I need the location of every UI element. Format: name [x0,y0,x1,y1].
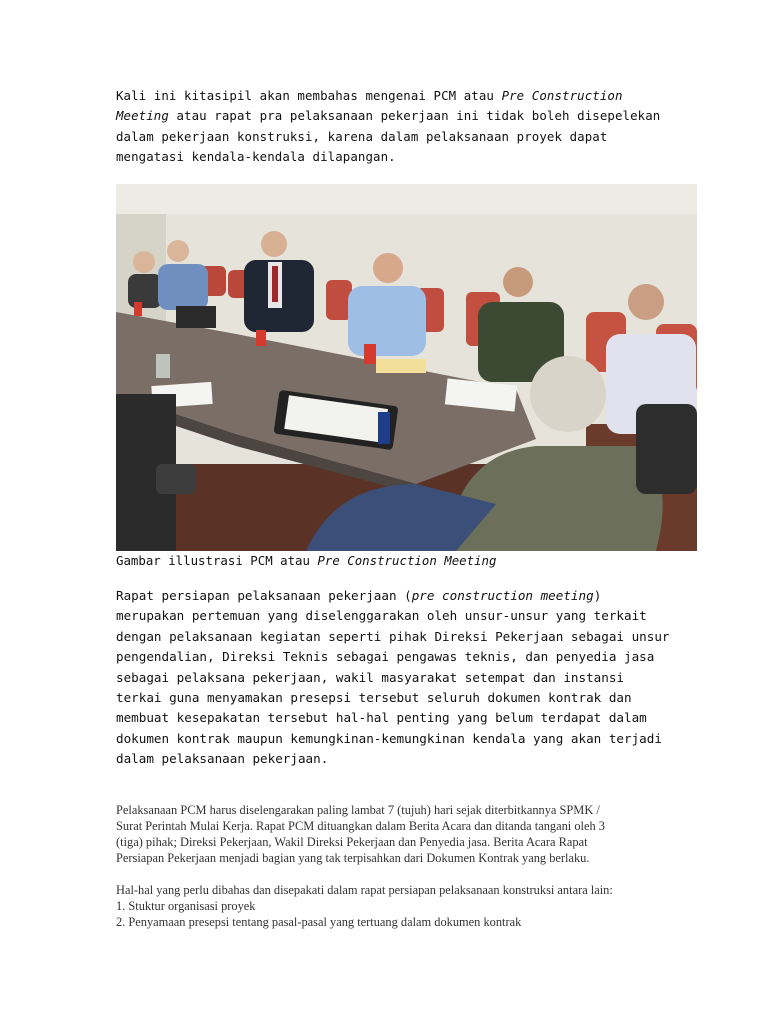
caption-italic: Pre Construction Meeting [317,553,497,568]
photo-cup [256,330,266,346]
para2-line-1-italic: pre construction meeting [411,588,594,603]
photo-chair-foreground [156,464,196,494]
para2-line-1 [116,586,656,606]
photo-person-head [628,284,664,320]
photo-cup [134,302,142,316]
para2-line-4: pengendalian, Direksi Teknis sebagai pengawas teknis, dan penyedia jasa [116,649,655,665]
caption-text: Gambar illustrasi PCM atau [116,553,318,568]
photo-wall-shadow [116,184,697,214]
list-item: 1. Stuktur organisasi proyek [116,899,256,913]
photo-laptop [176,306,216,328]
intro-line-1-text: Kali ini kitasipil akan membahas mengenai PCM atau [116,88,502,103]
para2-line-3: dengan pelaksanaan kegiatan seperti pihak Direksi Pekerjaan sebagai unsur [116,628,670,644]
intro-line-1 [116,86,661,106]
discussion-list [116,882,661,930]
photo-person-head [530,356,606,432]
requirements-paragraph [116,802,656,866]
para2-line-2: merupakan pertemuan yang diselenggarakan oleh unsur-unsur yang terkait [116,608,647,624]
intro-line-1-italic: Pre Construction [501,88,623,103]
para2-line-1-end: ) [593,588,602,603]
para2-line-1-text: Rapat persiapan pelaksanaan pekerjaan ( [116,588,412,603]
para2-line-8: dokumen kontrak maupun kemungkinan-kemungkinan kendala yang akan terjadi [116,730,662,746]
photo-paper [376,359,426,373]
definition-paragraph [116,586,670,770]
para4-intro: Hal-hal yang perlu dibahas dan disepakati dalam rapat persiapan pelaksanaan konstruksi antara lain: [116,883,613,897]
photo-glass [156,354,170,378]
meeting-photo [116,184,697,551]
photo-person-head [133,251,155,273]
photo-person-body [348,286,426,356]
photo-person-head [261,231,287,257]
list-item: 2. Penyamaan presepsi tentang pasal-pasal yang tertuang dalam dokumen kontrak [116,915,522,929]
para2-line-9: dalam pelaksanaan pekerjaan. [116,751,329,767]
intro-line-4: mengatasi kendala-kendala dilapangan. [116,148,396,164]
photo-chair-foreground [636,404,697,494]
para2-line-5: sebagai pelaksana pekerjaan, wakil masyarakat setempat dan instansi [116,669,624,685]
photo-person-head [503,267,533,297]
para3-line-2: Surat Perintah Mulai Kerja. Rapat PCM dituangkan dalam Berita Acara dan ditanda tangani oleh 3 [116,819,605,834]
photo-cup [364,344,376,364]
para3-line-1: Pelaksanaan PCM harus diselengarakan paling lambat 7 (tujuh) hari sejak diterbitkannya SPMK / [116,803,600,817]
meeting-photo-icon [116,184,697,551]
para3-line-3: (tiga) pihak; Direksi Pekerjaan, Wakil Direksi Pekerjaan dan Penyedia jasa. Berita Acara Rapat [116,835,588,850]
photo-person-body [158,264,208,310]
para2-line-6: terkai guna menyamakan presepsi tersebut seluruh dokumen kontrak dan [116,690,632,706]
photo-can [378,412,390,444]
photo-person-tie [272,266,278,302]
intro-paragraph [116,86,661,167]
photo-caption [116,551,496,571]
intro-line-2 [116,106,661,126]
photo-person-body [128,274,162,308]
para3-line-4: Persiapan Pekerjaan menjadi bagian yang tak terpisahkan dari Dokumen Kontrak yang berlaku. [116,851,590,866]
photo-person-head [373,253,403,283]
intro-line-2-italic: Meeting [116,108,169,124]
intro-line-2-text: atau rapat pra pelaksanaan pekerjaan ini tidak boleh disepelekan [168,108,661,124]
intro-line-3: dalam pekerjaan konstruksi, karena dalam pelaksanaan proyek dapat [116,128,608,144]
para2-line-7: membuat kesepakatan tersebut hal-hal penting yang belum terdapat dalam [116,710,647,726]
photo-person-head [167,240,189,262]
